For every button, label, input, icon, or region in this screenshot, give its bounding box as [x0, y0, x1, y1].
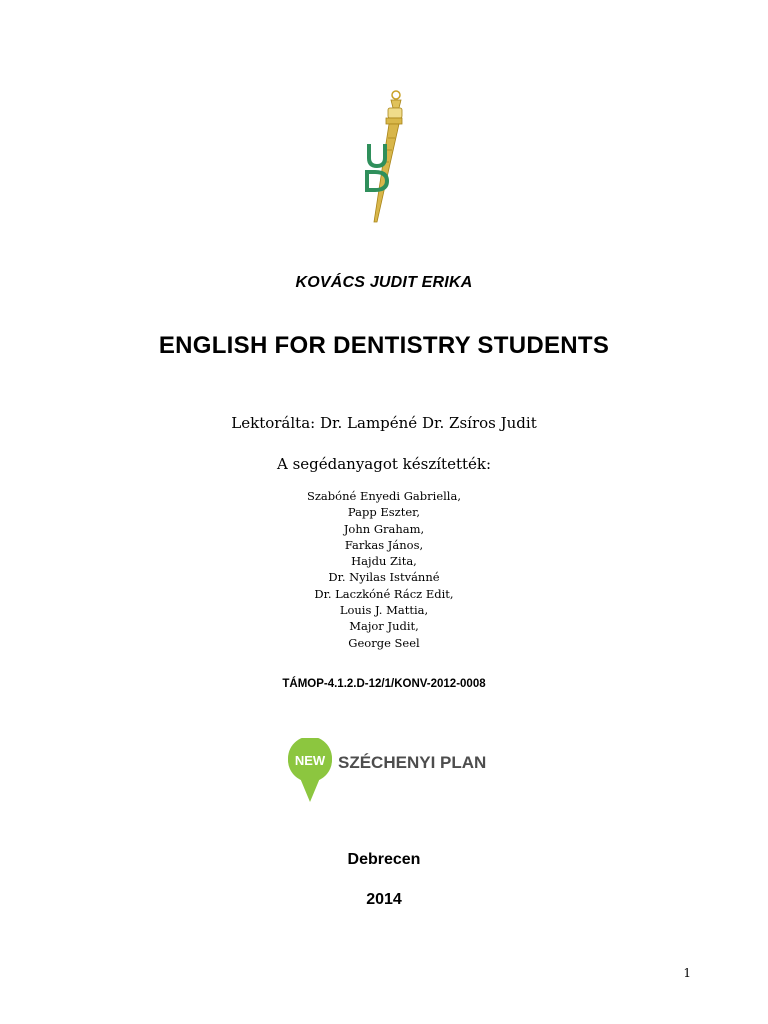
- city: Debrecen: [347, 851, 421, 868]
- contributor-name: Dr. Laczkóné Rácz Edit,: [314, 586, 454, 601]
- university-logo: [355, 86, 413, 226]
- document-title: ENGLISH FOR DENTISTRY STUDENTS: [158, 332, 610, 359]
- contributor-name: Szabóné Enyedi Gabriella,: [307, 489, 461, 503]
- mace-crown-icon: [386, 91, 402, 124]
- prepared-by-heading: A segédanyagot készítették:: [276, 455, 492, 473]
- contributor-name: Farkas János,: [344, 537, 424, 552]
- contributors-list: [0, 488, 768, 651]
- contributor-name: Louis J. Mattia,: [339, 603, 429, 618]
- plan-badge-text: NEW: [294, 753, 326, 768]
- page-number: 1: [683, 966, 691, 980]
- location-pin-icon: [288, 738, 332, 802]
- szechenyi-plan-logo: [288, 738, 488, 804]
- contributor-name: Major Judit,: [349, 619, 419, 634]
- reviewer-line: Lektorálta: Dr. Lampéné Dr. Zsíros Judit: [231, 414, 537, 432]
- project-code: TÁMOP-4.1.2.D-12/1/KONV-2012-0008: [282, 678, 486, 690]
- contributor-name: Dr. Nyilas Istvánné: [328, 570, 440, 585]
- plan-logo-text: SZÉCHENYI PLAN: [338, 753, 487, 772]
- contributor-name: Papp Eszter,: [347, 505, 421, 520]
- author-name: KOVÁCS JUDIT ERIKA: [295, 274, 473, 291]
- year: 2014: [366, 891, 402, 908]
- contributor-name: John Graham,: [343, 521, 425, 536]
- contributor-name: Hajdu Zita,: [351, 554, 417, 569]
- contributor-name: George Seel: [348, 635, 420, 650]
